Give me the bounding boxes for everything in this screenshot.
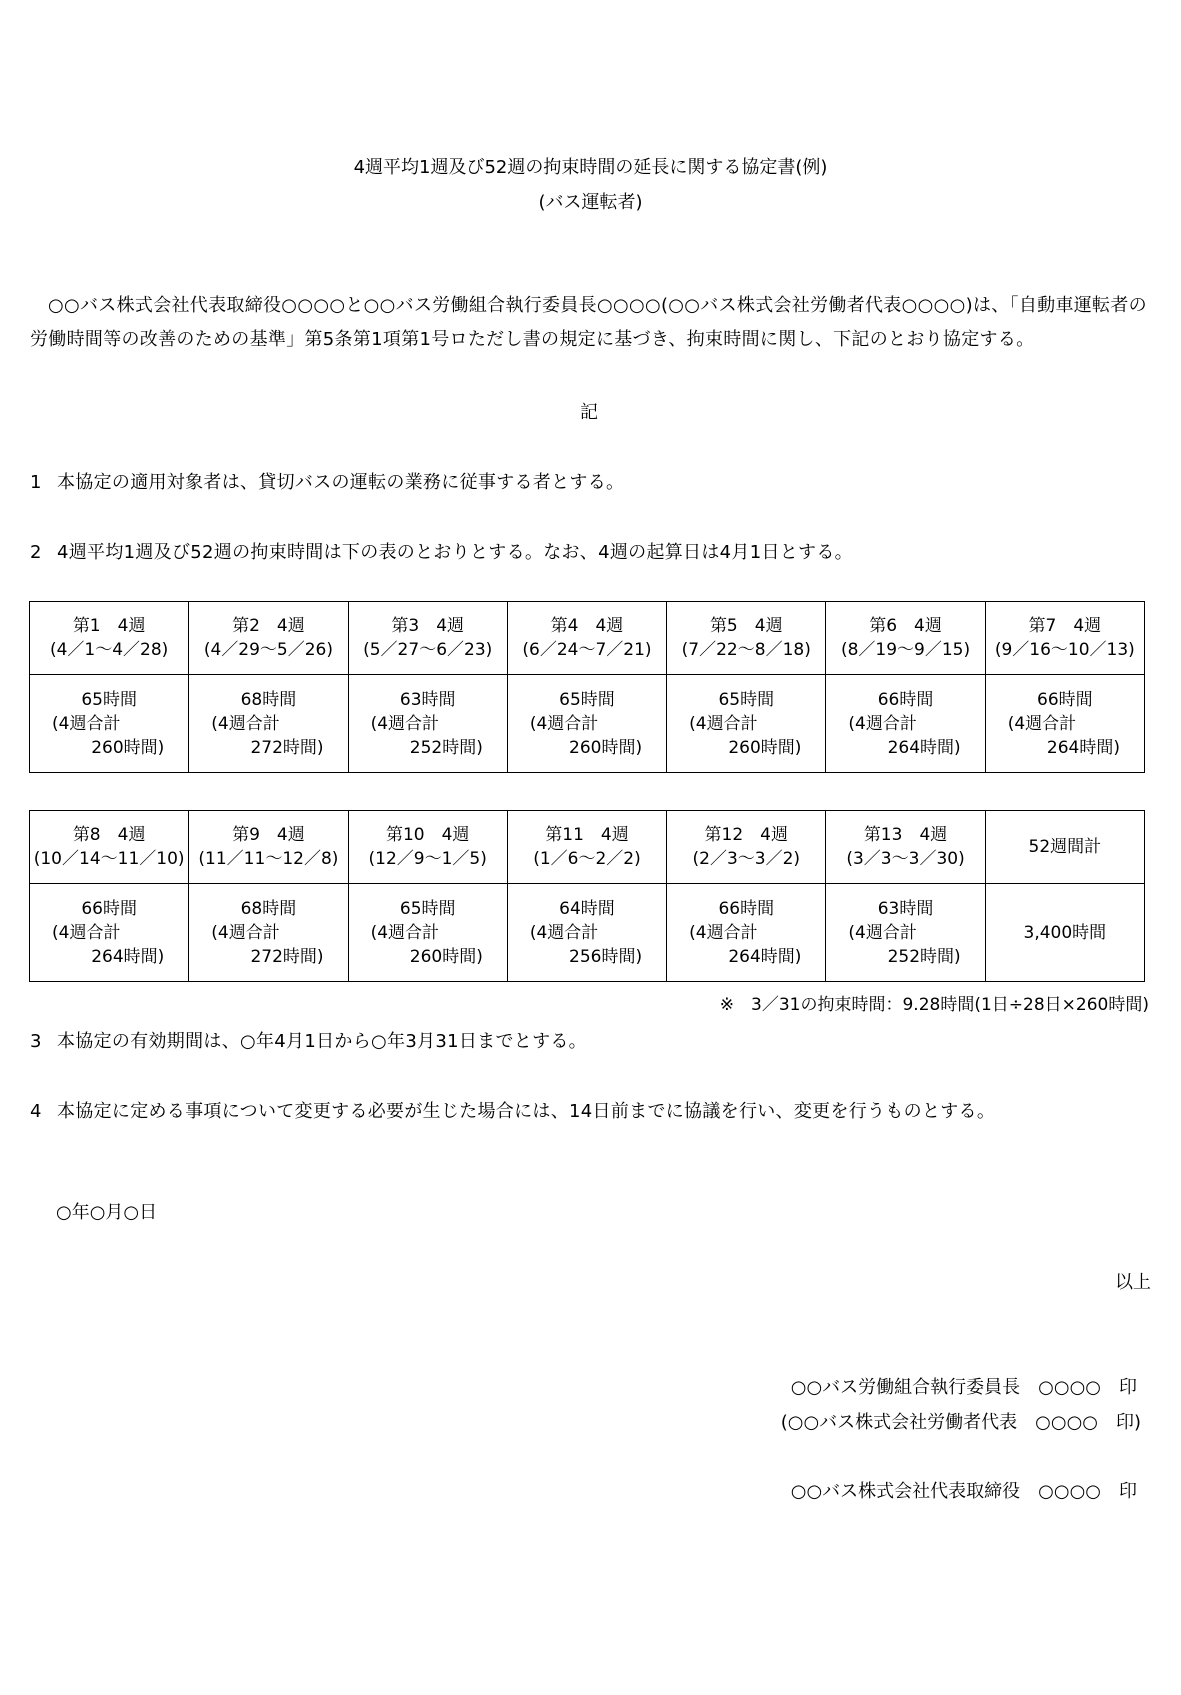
total-value-cell: 3,400時間 [985,884,1144,982]
weekly-hours: 63時間 [399,689,456,710]
four-week-total-label: (4週合計 [211,922,280,943]
clause-text: 本協定に定める事項について変更する必要が生じた場合には、14日前までに協議を行い、変更を行うものとする。 [57,1101,996,1122]
weekly-hours: 65時間 [718,689,775,710]
period-range: (8／19～9／15) [840,640,971,660]
signature-company-rep: ○○バス株式会社代表取締役 ○○○○ 印 [790,1481,1137,1502]
four-week-total-value: 252時間) [409,737,483,758]
four-week-total-label: (4週合計 [211,713,280,734]
four-week-total-value: 264時間) [728,946,802,967]
four-week-total-label: (4週合計 [529,922,599,943]
period-label: 第11 4週 [545,825,629,845]
weekly-hours: 63時間 [877,898,934,919]
four-week-total-value: 272時間) [250,737,324,758]
ki-heading: 記 [580,402,598,423]
clause-4 [30,1095,1158,1129]
schedule-table-1 [29,601,1145,773]
table-header-row [30,811,1145,884]
four-week-total-label: (4週合計 [848,713,917,734]
period-range: (4／1～4／28) [49,640,169,660]
four-week-total-value: 252時間) [887,946,961,967]
four-week-total-label: (4週合計 [370,713,440,734]
table-note: ※ 3／31の拘束時間：9.28時間(1日÷28日×260時間) [719,995,1149,1015]
period-label: 第12 4週 [704,825,788,845]
four-week-total-value: 260時間) [569,737,643,758]
period-label: 第4 4週 [550,616,624,636]
period-header-cell [348,602,507,675]
four-week-total-value: 264時間) [1046,737,1120,758]
clause-text: 本協定の有効期間は、○年4月1日から○年3月31日までとする。 [57,1031,587,1052]
four-week-total-label: (4週合計 [689,922,758,943]
clause-text: 4週平均1週及び52週の拘束時間は下の表のとおりとする。なお、4週の起算日は4月1日とする。 [57,542,853,563]
four-week-total-label: (4週合計 [529,713,599,734]
table-header-row [30,602,1145,675]
clause-number: 3 [30,1031,42,1052]
four-week-total-value: 264時間) [887,737,961,758]
four-week-total-value: 260時間) [728,737,802,758]
period-range: (11／11～12／8) [198,849,339,869]
period-range: (9／16～10／13) [994,640,1135,660]
four-week-total-value: 260時間) [91,737,165,758]
clause-number: 1 [30,472,42,493]
period-header-cell [189,811,348,884]
period-label: 第13 4週 [863,825,948,845]
four-week-total-value: 260時間) [409,946,483,967]
four-week-total-label: (4週合計 [370,922,440,943]
weekly-hours: 66時間 [81,898,137,919]
hours-cell [30,675,189,773]
weekly-hours: 65時間 [81,689,137,710]
period-range: (6／24～7／21) [522,640,652,660]
clause-number: 2 [30,542,42,563]
hours-cell [189,675,348,773]
hours-cell [826,884,985,982]
agreement-date: ○年○月○日 [56,1202,158,1223]
period-header-cell [189,602,348,675]
hours-cell [30,884,189,982]
four-week-total-value: 264時間) [91,946,165,967]
period-label: 第1 4週 [72,616,146,636]
hours-cell [985,675,1144,773]
hours-cell [667,884,826,982]
period-label: 第6 4週 [869,616,942,636]
period-label: 第8 4週 [72,825,146,845]
weekly-hours: 66時間 [718,898,775,919]
schedule-table-2 [29,810,1145,982]
hours-cell [348,675,507,773]
period-range: (2／3～3／2) [692,849,801,869]
period-header-cell [667,602,826,675]
four-week-total-value: 256時間) [569,946,643,967]
period-label: 第9 4週 [232,825,305,845]
four-week-total-label: (4週合計 [52,922,121,943]
intro-paragraph: ○○バス株式会社代表取締役○○○○と○○バス労働組合執行委員長○○○○(○○バス株式会社労働者代表○○○○)は、「自動車運転者の労働時間等の改善のための基準」第5条第1項第1号ロただし書の規定に基づき、拘束時間に関し、下記のとおり協定する。 [30,295,1147,350]
document-title: 4週平均1週及び52週の拘束時間の延長に関する協定書(例) [353,157,828,178]
weekly-hours: 68時間 [240,898,297,919]
period-range: (7／22～8／18) [681,640,811,660]
period-header-cell [826,602,985,675]
period-header-cell [826,811,985,884]
four-week-total-label: (4週合計 [1007,713,1077,734]
period-header-cell [985,602,1144,675]
weekly-hours: 65時間 [559,689,615,710]
period-header-cell [348,811,507,884]
signature-union-chair: ○○バス労働組合執行委員長 ○○○○ 印 [790,1377,1137,1398]
hours-cell [189,884,348,982]
period-label: 第2 4週 [232,616,305,636]
four-week-total-label: (4週合計 [52,713,121,734]
clause-3 [30,1025,1158,1059]
period-range: (10／14～11／10) [33,849,185,869]
four-week-total-label: (4週合計 [848,922,917,943]
closing-mark: 以上 [1115,1272,1151,1293]
table-body-row [30,884,1145,982]
clause-number: 4 [30,1101,42,1122]
weekly-hours: 68時間 [240,689,297,710]
hours-cell [348,884,507,982]
hours-cell [826,675,985,773]
four-week-total-value: 272時間) [250,946,324,967]
weekly-hours: 66時間 [1037,689,1093,710]
four-week-total-label: (4週合計 [689,713,758,734]
weekly-hours: 66時間 [877,689,934,710]
hours-cell [507,675,666,773]
weekly-hours: 65時間 [399,898,456,919]
period-header-cell [507,811,666,884]
period-label: 第3 4週 [391,616,465,636]
period-header-cell [30,602,189,675]
hours-cell [507,884,666,982]
hours-cell [667,675,826,773]
period-header-cell [30,811,189,884]
signature-worker-rep: (○○バス株式会社労働者代表 ○○○○ 印) [780,1412,1141,1433]
period-header-cell [667,811,826,884]
period-range: (4／29～5／26) [203,640,333,660]
period-range: (5／27～6／23) [363,640,493,660]
period-range: (1／6～2／2) [533,849,641,869]
period-label: 第10 4週 [385,825,470,845]
period-range: (3／3～3／30) [846,849,965,869]
weekly-hours: 64時間 [559,898,615,919]
clause-2 [30,536,1158,570]
total-header-cell: 52週間計 [985,811,1144,884]
clause-text: 本協定の適用対象者は、貸切バスの運転の業務に従事する者とする。 [57,472,625,493]
period-label: 第5 4週 [709,616,783,636]
period-header-cell [507,602,666,675]
period-label: 第7 4週 [1028,616,1102,636]
table-body-row [30,675,1145,773]
document-subtitle: (バス運転者) [538,192,643,213]
clause-1 [30,466,1158,500]
period-range: (12／9～1／5) [368,849,487,869]
